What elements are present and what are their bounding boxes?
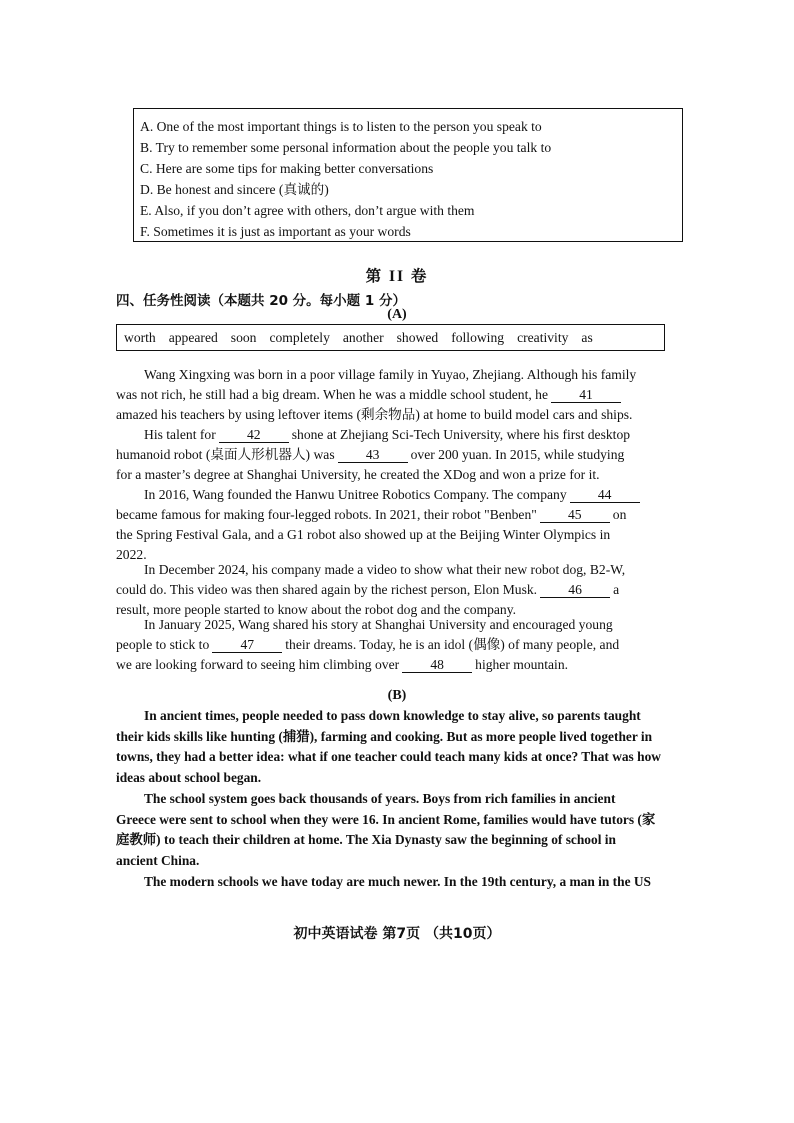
text-segment: a <box>613 582 620 597</box>
passage-b-paragraph-1 <box>116 706 660 788</box>
blank-41: 41 <box>551 388 621 403</box>
text-segment: their dreams. Today, he is an idol (偶像) of many people, and <box>285 637 620 652</box>
text-line <box>116 445 660 465</box>
word-bank-item: another <box>342 329 384 345</box>
volume-title: 第 II 卷 <box>365 268 429 285</box>
blank-45: 45 <box>540 508 610 523</box>
option-d: D. Be honest and sincere (真诚的) <box>140 182 329 197</box>
text-segment: humanoid robot (桌面人形机器人) was <box>116 447 335 462</box>
text-line <box>116 385 660 405</box>
word-bank-item: showed <box>396 329 439 345</box>
text-segment: was not rich, he still had a big dream. When he was a middle school student, he <box>116 387 548 402</box>
text-line <box>116 635 660 655</box>
text-line: amazed his teachers by using leftover items (剩余物品) at home to build model cars and ships. <box>116 407 633 422</box>
text-line <box>116 485 660 505</box>
word-bank-item: appeared <box>168 329 218 345</box>
text-line: 庭教师) to teach their children at home. The Xia Dynasty saw the beginning of school in <box>116 832 616 847</box>
text-line <box>116 425 660 445</box>
blank-43: 43 <box>338 448 408 463</box>
text-segment: could do. This video was then shared again by the richest person, Elon Musk. <box>116 582 538 597</box>
text-line: In January 2025, Wang shared his story at Shanghai University and encouraged young <box>144 617 613 632</box>
text-segment: higher mountain. <box>475 657 569 672</box>
option-c: C. Here are some tips for making better conversations <box>140 161 434 176</box>
text-line <box>116 580 660 600</box>
text-line: 2022. <box>116 547 147 562</box>
blank-44: 44 <box>570 488 640 503</box>
text-line: The school system goes back thousands of years. Boys from rich families in ancient <box>144 791 616 806</box>
text-line: towns, they had a better idea: what if one teacher could teach many kids at once? That was how <box>116 749 661 764</box>
text-segment: people to stick to <box>116 637 210 652</box>
word-bank-item: worth <box>124 329 156 345</box>
text-line: In December 2024, his company made a video to show what their new robot dog, B2-W, <box>144 562 626 577</box>
text-line: Greece were sent to school when they were 16. In ancient Rome, families would have tutors (家 <box>116 811 656 827</box>
text-line: for a master’s degree at Shanghai University, he created the XDog and won a prize for it. <box>116 467 600 482</box>
passage-a-paragraph-3 <box>116 485 660 565</box>
word-bank-item: soon <box>230 329 257 345</box>
text-line: ancient China. <box>116 852 200 868</box>
word-bank-item: completely <box>269 329 330 345</box>
option-f: F. Sometimes it is just as important as your words <box>140 224 411 239</box>
text-line: their kids skills like hunting (捕猎), farming and cooking. But as more people lived together in <box>116 728 653 744</box>
section-heading: 四、任务性阅读（本题共 20 分。每小题 1 分） <box>116 293 406 309</box>
passage-a-paragraph-2 <box>116 425 660 485</box>
text-line: the Spring Festival Gala, and a G1 robot also showed up at the Beijing Winter Olympics in <box>116 527 611 542</box>
passage-a-paragraph-4 <box>116 560 660 620</box>
options-box <box>133 108 683 242</box>
passage-b-paragraph-3 <box>116 872 660 893</box>
text-segment: His talent for <box>144 427 216 442</box>
word-bank <box>116 324 665 351</box>
text-segment: In 2016, Wang founded the Hanwu Unitree Robotics Company. The company <box>144 487 567 502</box>
option-e: E. Also, if you don’t agree with others, don’t argue with them <box>140 203 475 218</box>
text-segment: we are looking forward to seeing him climbing over <box>116 657 400 672</box>
text-line: Wang Xingxing was born in a poor village family in Yuyao, Zhejiang. Although his family <box>144 367 637 382</box>
text-line: In ancient times, people needed to pass down knowledge to stay alive, so parents taught <box>144 708 641 723</box>
blank-48: 48 <box>402 658 472 673</box>
text-segment: became famous for making four-legged robots. In 2021, their robot "Benben" <box>116 507 537 522</box>
blank-47: 47 <box>212 638 282 653</box>
word-bank-item: as <box>581 329 593 345</box>
text-line <box>116 505 660 525</box>
text-line: result, more people started to know about the robot dog and the company. <box>116 602 517 617</box>
text-line <box>116 655 660 675</box>
word-bank-item: following <box>451 329 505 345</box>
text-segment: on <box>612 507 627 522</box>
passage-a-paragraph-5 <box>116 615 660 675</box>
text-segment: over 200 yuan. In 2015, while studying <box>410 447 625 462</box>
passage-b-label: (B) <box>387 688 407 703</box>
text-line: The modern schools we have today are much newer. In the 19th century, a man in the US <box>144 874 651 889</box>
option-b: B. Try to remember some personal information about the people you talk to <box>140 140 552 155</box>
passage-a-paragraph-1 <box>116 365 660 425</box>
blank-42: 42 <box>219 428 289 443</box>
text-line: ideas about school began. <box>116 769 262 785</box>
page-footer: 初中英语试卷 第7页 （共10页） <box>293 926 501 942</box>
word-bank-item: creativity <box>517 329 569 345</box>
option-a: A. One of the most important things is to listen to the person you speak to <box>140 119 542 134</box>
passage-a-label: (A) <box>387 307 407 322</box>
text-segment: shone at Zhejiang Sci-Tech University, where his first desktop <box>291 427 631 442</box>
passage-b-paragraph-2 <box>116 789 660 871</box>
blank-46: 46 <box>540 583 610 598</box>
